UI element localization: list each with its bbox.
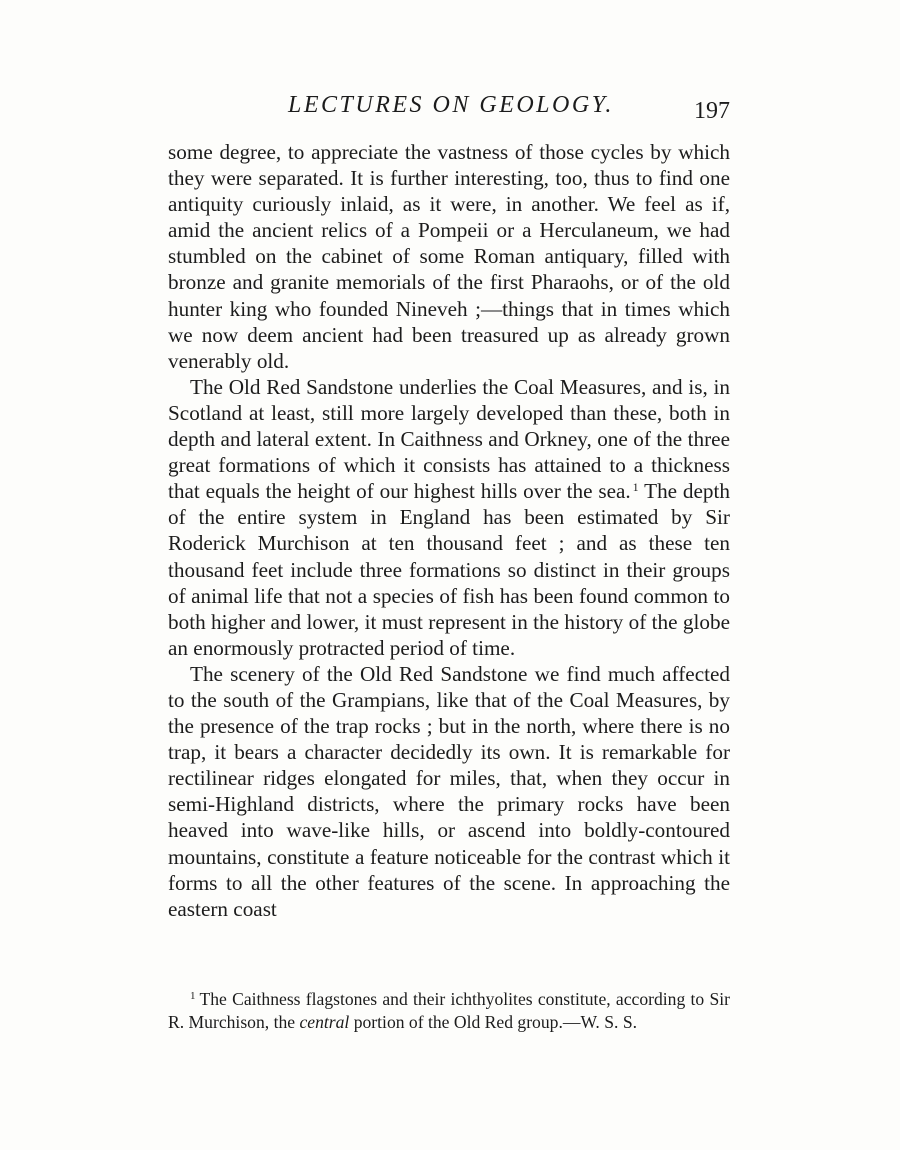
running-title: LECTURES ON GEOLOGY.	[288, 92, 614, 118]
footnote-text: The Caithness flagstones and their ichthyolites constitute, according to Sir R. Murchison, the	[168, 989, 730, 1032]
paragraph-scenery: The scenery of the Old Red Sandstone we find much affected to the south of the Grampians, like that of the Coal Measures, by the presence of the trap rocks ; but in the north, where there is no trap, it bears a character decidedly its own. It is remarkable for rectilinear ridges elongated for miles, that, when they occur in semi-Highland districts, where the primary rocks have been heaved into wave-like hills, or ascend into boldly-contoured mountains, constitute a feature noticeable for the contrast which it forms to all the other features of the scene. In approaching the eastern coast	[168, 661, 730, 921]
running-head	[168, 90, 730, 130]
footnote	[168, 988, 730, 1033]
footnote-mark: 1	[190, 990, 196, 1002]
body-text	[168, 139, 730, 922]
footnote-text: portion of the Old Red group.—W. S. S.	[349, 1011, 637, 1032]
paragraph-text: The depth of the entire system in England has been estimated by Sir Roderick Murchison at ten thousand feet ; and as these ten thousand feet include three formations so distinct in their groups of animal life that not a species of fish has been found common to both higher and lower, it must represent in the history of the globe an enormously protracted period of time.	[168, 479, 730, 660]
paragraph-continuation: some degree, to appreciate the vastness of those cycles by which they were separated. It is further interesting, too, thus to find one antiquity curiously inlaid, as it were, in another. We feel as if, amid the ancient relics of a Pompeii or a Herculaneum, we had stumbled on the cabinet of some Roman antiquary, filled with bronze and granite memorials of the first Pharaohs, or of the old hunter king who founded Nineveh ;—things that in times which we now deem ancient had been treasured up as already grown venerably old.	[168, 140, 730, 373]
footnote-reference[interactable]: 1	[632, 480, 639, 495]
footnote-emphasis: central	[299, 1011, 350, 1032]
paragraph-old-red-sandstone	[168, 374, 730, 661]
paragraph-text: The Old Red Sandstone underlies the Coal Measures, and is, in Scotland at least, still more largely developed than these, both in depth and lateral extent. In Caithness and Orkney, one of the three great formations of which it consists has attained to a thickness that equals the height of our highest hills over the sea.	[168, 374, 730, 504]
footnotes	[168, 988, 730, 1033]
page-number: 197	[694, 98, 730, 124]
